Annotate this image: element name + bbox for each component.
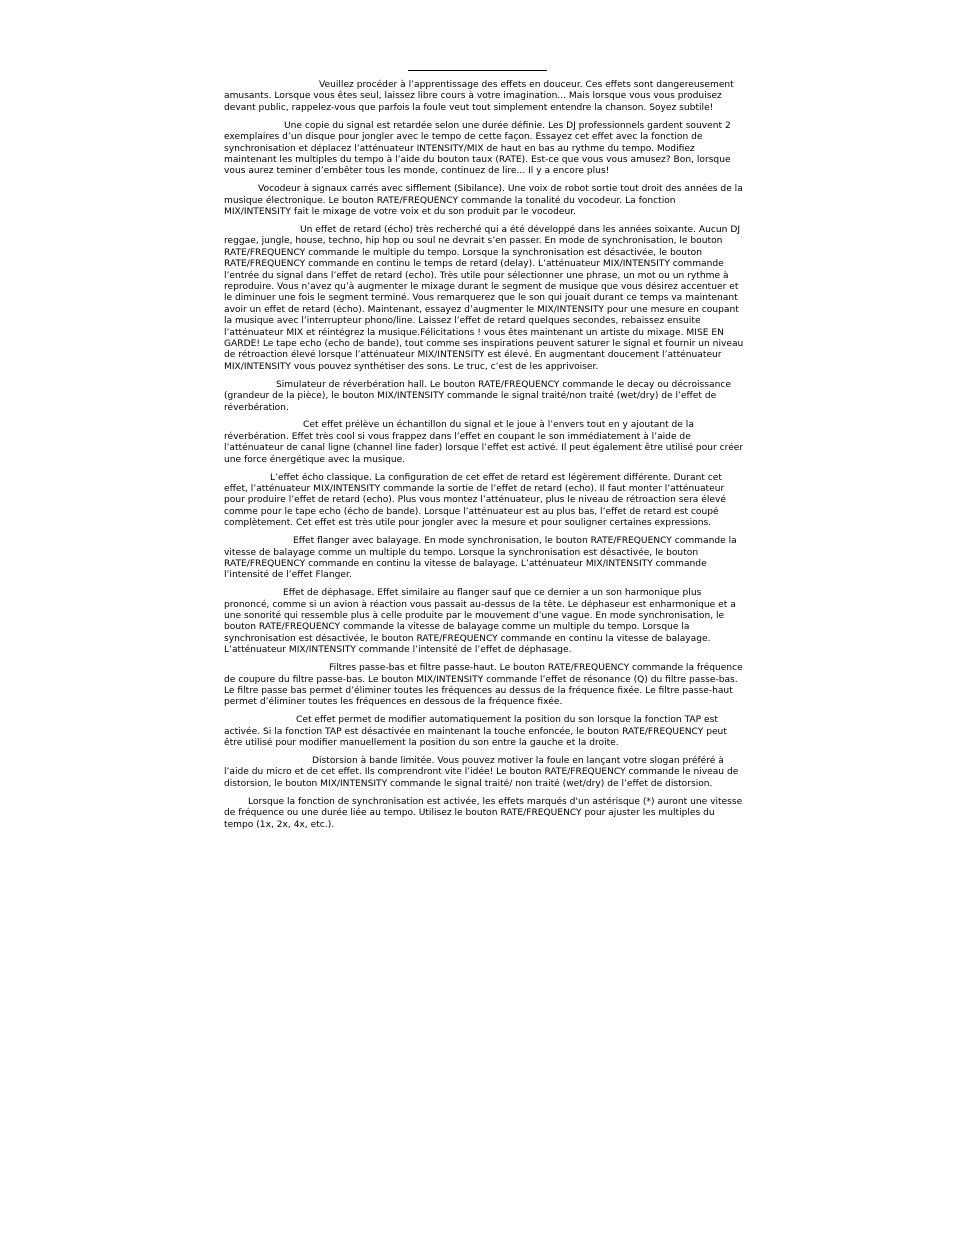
paragraph xyxy=(224,797,745,831)
paragraph-text: Lorsque la fonction de synchronisation est activée, les effets marqués d'un astérisque (*) auront une vitesse de fréquence ou une durée liée au tempo. Utilisez le bouton RATE/FREQUENCY pour ajuster les multiples du tempo (1x, 2x, 4x, etc.). xyxy=(224,796,743,830)
paragraph xyxy=(224,536,745,582)
paragraph-text: Distorsion à bande limitée. Vous pouvez motiver la foule en lançant votre slogan préféré à l’aide du micro et de cet effet. Ils comprendront vite l’idée! Le bouton RATE/FREQUENCY commande le niveau de distorsion, le bouton MIX/INTENSITY commande le signal traité/ non traité (wet/dry) de l’effet de distorsion. xyxy=(224,756,739,789)
paragraph-text: L’effet écho classique. La configuration de cet effet de retard est légèrement différente. Durant cet effet, l’atténuateur MIX/INTENSITY commande la sortie de l’effet de retard (echo). Il faut monter l’atténuateur pour produire l’effet de retard (echo). Plus vous montez l’atténuateur, plus le niveau de rétroaction sera élevé comme pour le tape echo (écho de bande). Lorsque l’atténuateur est au plus bas, l’effet de retard est coupé complètement. Cet effet est très utile pour jongler avec la mesure et pour souligner certaines expressions. xyxy=(224,472,726,529)
paragraph-text: Veuillez procéder à l’apprentissage des effets en douceur. Ces effets sont dangereusement amusants. Lorsque vous êtes seul, laissez libre cours à votre imagination... Mais lorsque vous vous produisez devant public, rappelez-vous que parfois la foule veut tout simplement entendre la chanson. Soyez subtile! xyxy=(224,80,734,113)
paragraph xyxy=(224,588,745,656)
paragraph xyxy=(224,80,745,114)
paragraph xyxy=(224,756,745,790)
paragraph-text: Simulateur de réverbération hall. Le bouton RATE/FREQUENCY commande le decay ou décroissance (grandeur de la pièce), le bouton MIX/INTENSITY commande le signal traité/non traité (wet/dry) de l’effet de réverbération. xyxy=(224,379,731,413)
paragraph-text: Un effet de retard (écho) très recherché qui a été développé dans les années soixante. Aucun DJ reggae, jungle, house, techno, hip hop ou soul ne devrait s’en passer. En mode de synchronisation, le bouton RATE/FREQUENCY commande le multiple du tempo. Lorsque la synchronisation est désactivée, le bouton RATE/FREQUENCY commande en continu le temps de retard (delay). L’atténuateur MIX/INTENSITY commande l’entrée du signal dans l’effet de retard (echo). Très utile pour sélectionner une phrase, un mot ou un rythme à reproduire. Vous n’avez qu’à augmenter le mixage durant le segment de musique que vous désirez accentuer et le diminuer une fois le segment terminé. Vous remarquerez que le son qui jouait durant ce temps va maintenant avoir un effet de retard (écho). Maintenant, essayez d’augmenter le MIX/INTENSITY pour une mesure en coupant la musique avec l’interrupteur phono/line. Laissez l’effet de retard quelques secondes, rebaissez ensuite l’atténuateur MIX et réintégrez la musique.Félicitations ! vous êtes maintenant un artiste du mixage. MISE EN GARDE! Le tape echo (echo de bande), tout comme ses inspirations peuvent saturer le signal et fournir un niveau de rétroaction élevé lorsque l’atténuateur MIX/INTENSITY est élevé. En augmentant doucement l’atténuateur MIX/INTENSITY vous pouvez synthétiser des sons. Le truc, c’est de les apprivoiser. xyxy=(224,224,744,372)
paragraph xyxy=(224,420,745,466)
paragraph xyxy=(224,225,745,373)
paragraph-text: Une copie du signal est retardée selon une durée définie. Les DJ professionnels gardent souvent 2 exemplaires d’un disque pour jongler avec le tempo de cette façon. Essayez cet effet avec la fonction de synchronisation et déplacez l’atténuateur INTENSITY/MIX de haut en bas au rythme du tempo. Modifiez maintenant les multiples du tempo à l’aide du bouton taux (RATE). Est-ce que vous vous amusez? Bon, lorsque vous aurez teminer d’embêter tous les monde, continuez de lire... Il y a encore plus! xyxy=(224,120,731,177)
paragraph-text: Cet effet prélève un échantillon du signal et le joue à l’envers tout en y ajoutant de la réverbération. Effet très cool si vous frappez dans l’effet en coupant le son immédiatement à l’aide de l’atténuateur de canal ligne (channel line fader) lorsque l’effet est activé. Il peut également être utilisé pour créer une force énergétique avec la musique. xyxy=(224,420,744,465)
paragraph xyxy=(224,663,745,709)
paragraph-text: Effet de déphasage. Effet similaire au flanger sauf que ce dernier a un son harmonique plus prononcé, comme si un avion à réaction vous passait au-dessus de la tête. Le déphaseur est enharmonique et a une sonorité qui ressemble plus à celle produite par le mouvement d’une vague. En mode synchronisation, le bouton RATE/FREQUENCY commande la vitesse de balayage comme un multiple du tempo. Lorsque la synchronisation est désactivée, le bouton RATE/FREQUENCY commande en continu la vitesse de balayage. L’atténuateur MIX/INTENSITY commande l’intensité de l’effet de déphasage. xyxy=(224,588,736,656)
paragraph-text: Vocodeur à signaux carrés avec sifflement (Sibilance). Une voix de robot sortie tout droit des années de la musique électronique. Le bouton RATE/FREQUENCY commande la tonalité du vocodeur. La fonction MIX/INTENSITY fait le mixage de votre voix et du son produit par le vocodeur. xyxy=(224,184,743,218)
paragraph xyxy=(224,121,745,178)
paragraph xyxy=(224,715,745,749)
paragraph xyxy=(224,184,745,218)
paragraph xyxy=(224,473,745,530)
paragraph-text: Filtres passe-bas et filtre passe-haut. Le bouton RATE/FREQUENCY commande la fréquence de coupure du filtre passe-bas. Le bouton MIX/INTENSITY commande l’effet de résonance (Q) du filtre passe-bas. Le filtre passe bas permet d’éliminer toutes les fréquences au dessus de la fréquence fixée. Le filtre passe-haut permet d’éliminer toutes les fréquences en dessous de la fréquence fixée. xyxy=(224,663,743,708)
paragraph-text: Effet flanger avec balayage. En mode synchronisation, le bouton RATE/FREQUENCY commande la vitesse de balayage comme un multiple du tempo. Lorsque la synchronisation est désactivée, le bouton RATE/FREQUENCY commande en continu la vitesse de balayage. L’atténuateur MIX/INTENSITY commande l’intensité de l’effet Flanger. xyxy=(224,536,737,581)
paragraph xyxy=(224,380,745,414)
top-horizontal-rule xyxy=(408,70,547,71)
paragraph-text: Cet effet permet de modifier automatiquement la position du son lorsque la fonction TAP est activée. Si la fonction TAP est désactivée en maintenant la touche enfoncée, le bouton RATE/FREQUENCY peut être utilisé pour modifier manuellement la position du son entre la gauche et la droite. xyxy=(224,715,727,749)
document-body xyxy=(224,80,745,837)
